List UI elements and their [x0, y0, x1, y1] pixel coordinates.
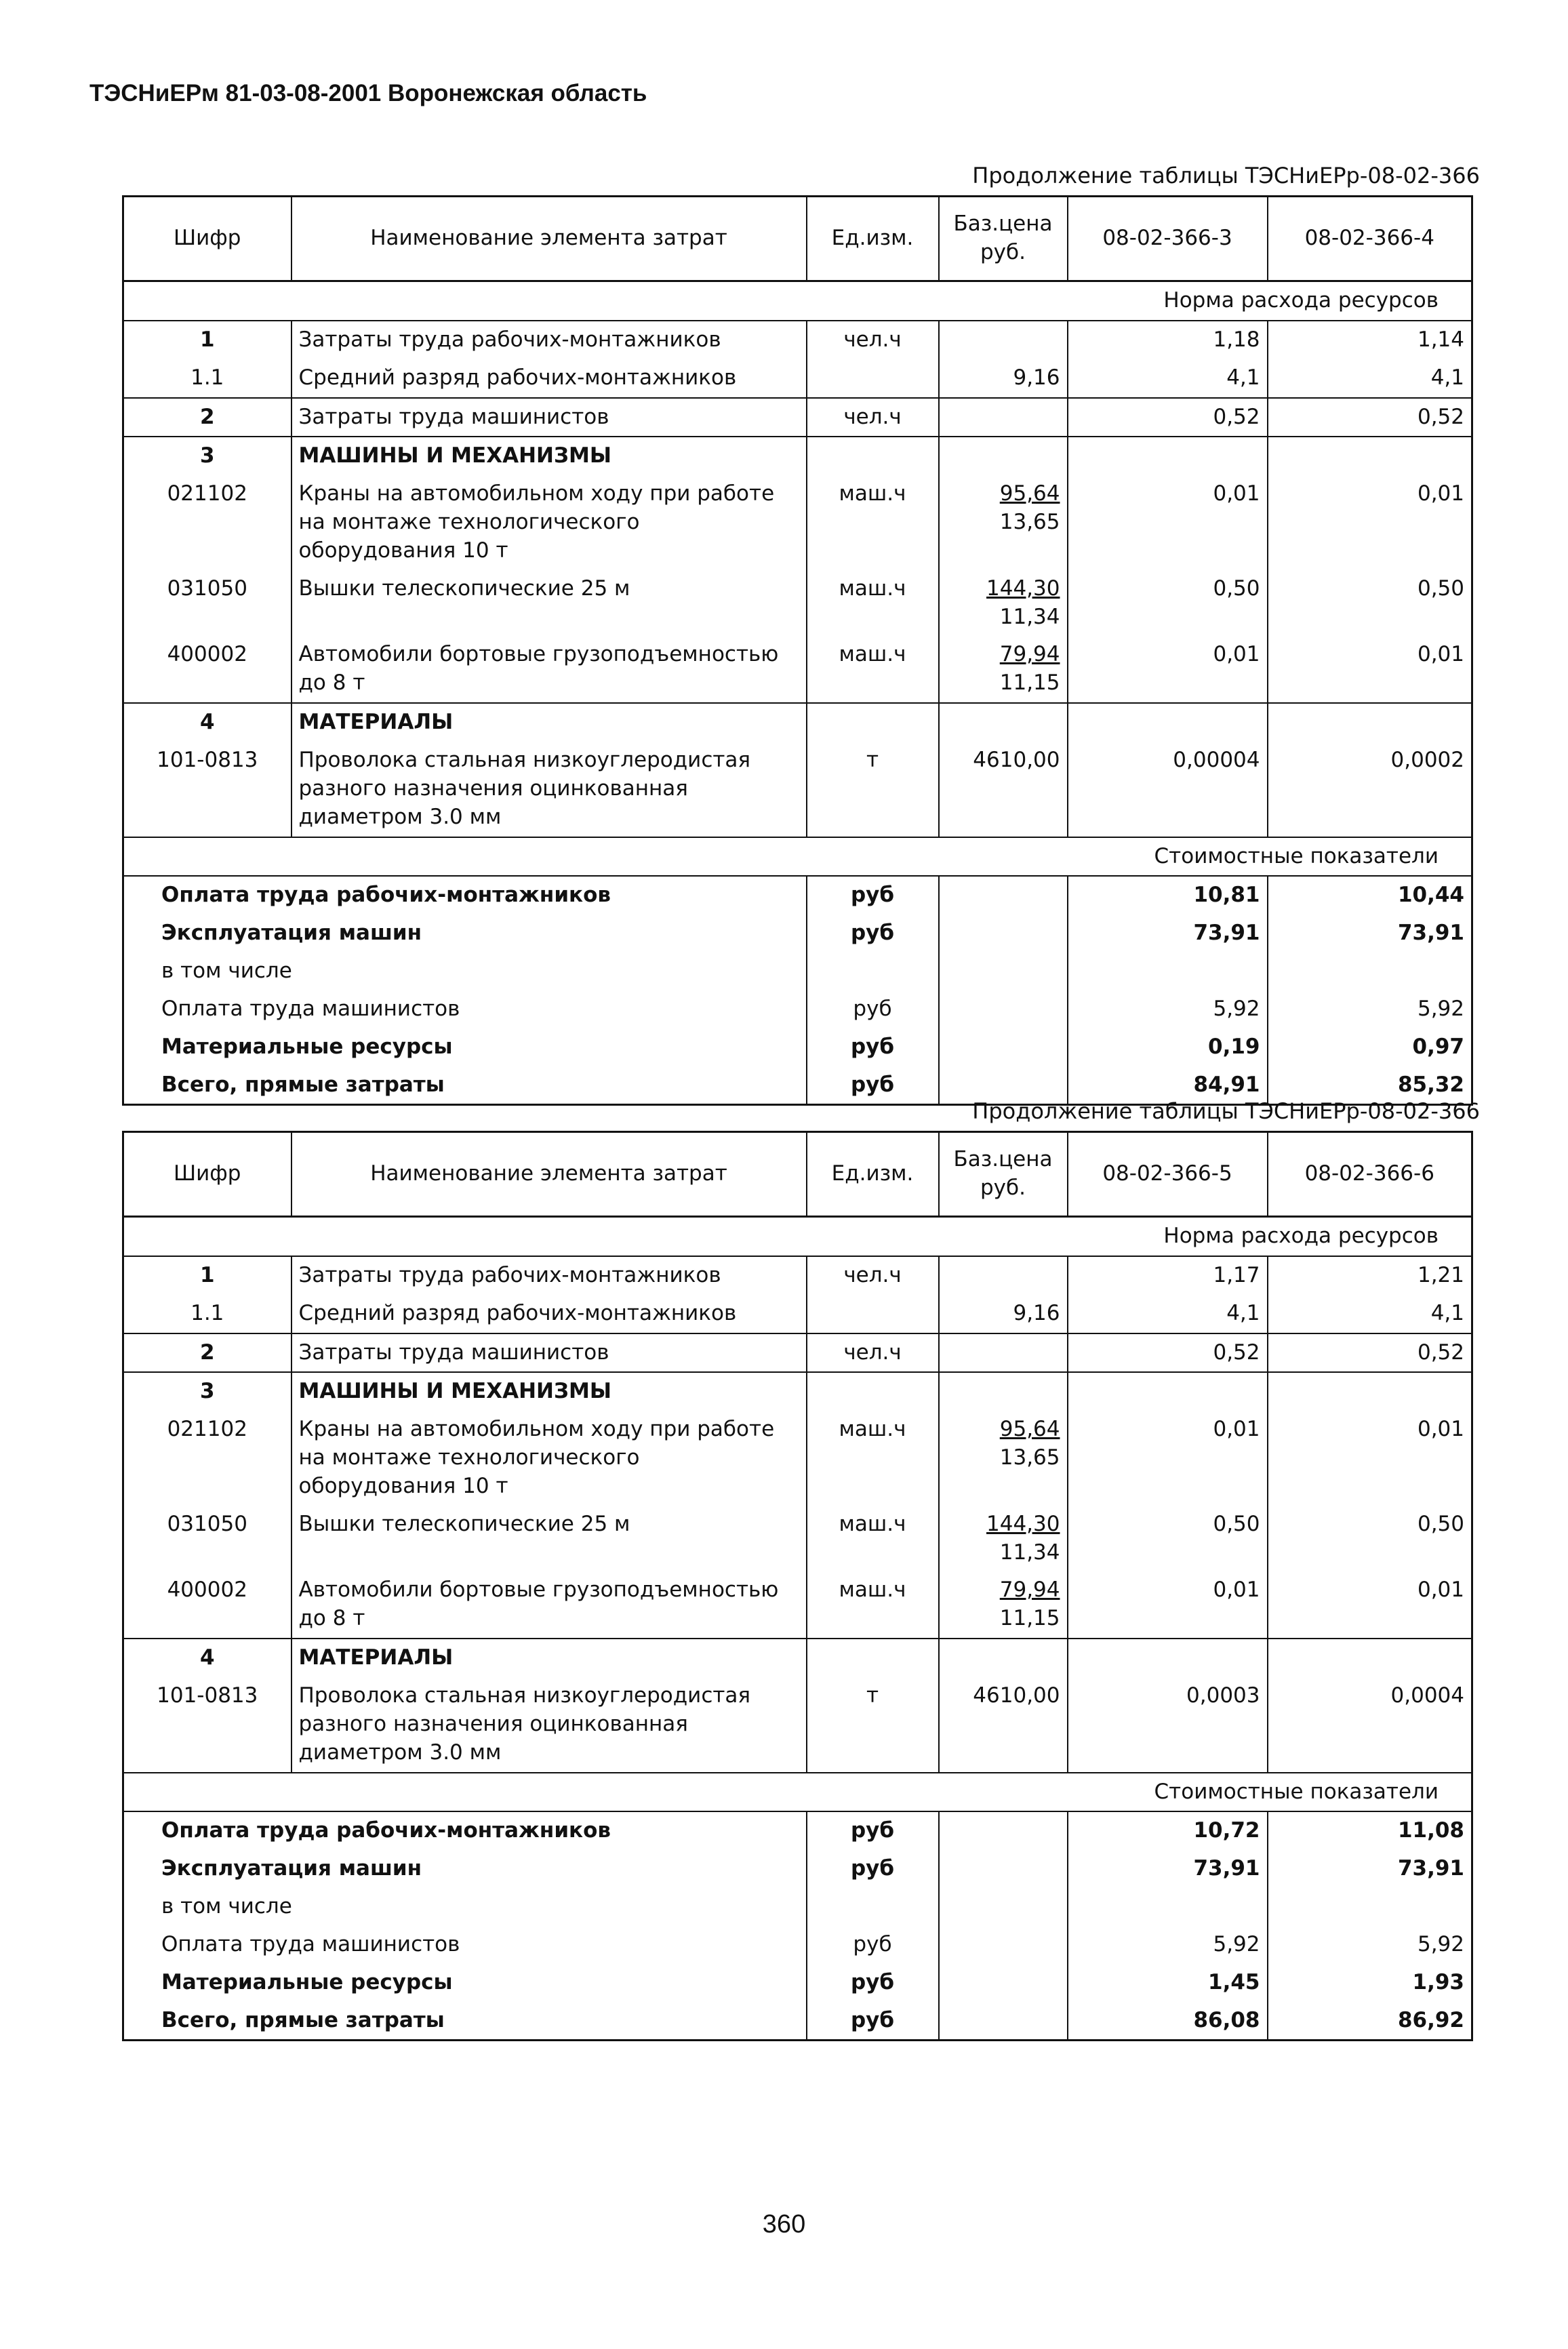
cost-row-value-2: 0,97: [1268, 1028, 1472, 1066]
row-price: [939, 1256, 1068, 1295]
row-value-2: 0,52: [1268, 1333, 1472, 1373]
header-col1: 08-02-366-3: [1068, 197, 1268, 281]
row-value-1: 0,0003: [1068, 1677, 1268, 1773]
section-title: МАШИНЫ И МЕХАНИЗМЫ: [292, 1372, 807, 1411]
row-unit: маш.ч: [807, 1506, 939, 1572]
cost-row-label: Материальные ресурсы: [123, 1964, 807, 2002]
cost-row-value-2: 73,91: [1268, 915, 1472, 952]
row-value-2: 0,01: [1268, 1411, 1472, 1506]
cost-row: [123, 1888, 1472, 1926]
row-value-1: 0,01: [1068, 636, 1268, 703]
cost-row: [123, 1811, 1472, 1850]
resource-table-2: [122, 1131, 1471, 2041]
cost-row-unit: руб: [807, 915, 939, 952]
resource-table-1: [122, 195, 1471, 1106]
row-value-1: 1,18: [1068, 321, 1268, 359]
row-name: Вышки телескопические 25 м: [292, 570, 807, 637]
cost-row-label: Оплата труда машинистов: [123, 990, 807, 1028]
cost-row-value-1: 73,91: [1068, 915, 1268, 952]
row-value-2: 0,01: [1268, 1571, 1472, 1639]
cost-row: [123, 990, 1472, 1028]
row-price: [939, 570, 1068, 637]
row-code: 101-0813: [123, 742, 292, 837]
row-price: [939, 636, 1068, 703]
row-price: [939, 475, 1068, 570]
table-row: [123, 570, 1472, 637]
row-name: Краны на автомобильном ходу при работе на монтаже технологического оборудования 10 т: [292, 1411, 807, 1506]
table-caption: Продолжение таблицы ТЭСНиЕРр-08-02-366: [972, 163, 1480, 188]
row-value-1: 0,50: [1068, 570, 1268, 637]
document-header: ТЭСНиЕРм 81-03-08-2001 Воронежская область: [89, 80, 647, 106]
table-header-row: [123, 197, 1472, 281]
table-header-row: [123, 1132, 1472, 1217]
resource-table: [122, 1131, 1473, 2041]
row-code: 1.1: [123, 359, 292, 398]
row-value-2: 4,1: [1268, 1295, 1472, 1333]
row-price: 4610,00: [939, 1677, 1068, 1773]
resource-table: [122, 195, 1473, 1106]
row-code: 101-0813: [123, 1677, 292, 1773]
header-col2: 08-02-366-6: [1268, 1132, 1472, 1217]
row-name: Краны на автомобильном ходу при работе на монтаже технологического оборудования 10 т: [292, 475, 807, 570]
header-name: Наименование элемента затрат: [292, 1132, 807, 1217]
price-machine: 144,30: [986, 576, 1060, 601]
row-unit: чел.ч: [807, 321, 939, 359]
price-machine: 79,94: [999, 642, 1060, 667]
table-row: [123, 1333, 1472, 1373]
header-code: Шифр: [123, 1132, 292, 1217]
row-price: [939, 398, 1068, 437]
row-value-1: 4,1: [1068, 359, 1268, 398]
header-col1: 08-02-366-5: [1068, 1132, 1268, 1217]
table-row: [123, 321, 1472, 359]
cost-band-row: [123, 837, 1472, 877]
row-code: 031050: [123, 570, 292, 637]
cost-row-unit: руб: [807, 1066, 939, 1105]
cost-row-value-1: 5,92: [1068, 1926, 1268, 1964]
cost-row-value-2: 1,93: [1268, 1964, 1472, 2002]
cost-row-value-2: 5,92: [1268, 1926, 1472, 1964]
section-title: МАТЕРИАЛЫ: [292, 1639, 807, 1677]
cost-row-unit: руб: [807, 1926, 939, 1964]
cost-row-value-1: 1,45: [1068, 1964, 1268, 2002]
price-machine: 144,30: [986, 1511, 1060, 1536]
row-unit: т: [807, 742, 939, 837]
price-operator: 13,65: [999, 510, 1060, 535]
cost-row-label: Оплата труда рабочих-монтажников: [123, 1811, 807, 1850]
price-operator: 13,65: [999, 1445, 1060, 1470]
row-value-2: 0,0002: [1268, 742, 1472, 837]
row-value-1: 0,52: [1068, 1333, 1268, 1373]
row-value-1: 0,50: [1068, 1506, 1268, 1572]
cost-row-value-2: 5,92: [1268, 990, 1472, 1028]
row-value-2: 0,50: [1268, 570, 1472, 637]
row-name: Проволока стальная низкоуглеродистая разного назначения оцинкованная диаметром 3.0 мм: [292, 1677, 807, 1773]
cost-row-value-1: 10,72: [1068, 1811, 1268, 1850]
cost-row-value-2: 86,92: [1268, 2002, 1472, 2041]
section-row: [123, 1372, 1472, 1411]
table-row: [123, 1256, 1472, 1295]
cost-row-label: в том числе: [123, 1888, 807, 1926]
cost-row: [123, 1964, 1472, 2002]
price-operator: 11,15: [999, 670, 1060, 696]
row-price: 9,16: [939, 359, 1068, 398]
row-value-2: 0,50: [1268, 1506, 1472, 1572]
row-code: 1: [123, 321, 292, 359]
cost-label: Стоимостные показатели: [123, 1773, 1472, 1812]
section-row: [123, 703, 1472, 742]
section-row: [123, 1639, 1472, 1677]
cost-row: [123, 952, 1472, 990]
cost-row-label: Всего, прямые затраты: [123, 1066, 807, 1105]
cost-row-label: в том числе: [123, 952, 807, 990]
row-value-1: 0,00004: [1068, 742, 1268, 837]
row-unit: маш.ч: [807, 475, 939, 570]
row-value-2: 1,21: [1268, 1256, 1472, 1295]
cost-row: [123, 1028, 1472, 1066]
header-col2: 08-02-366-4: [1268, 197, 1472, 281]
row-code: 2: [123, 398, 292, 437]
cost-row-label: Всего, прямые затраты: [123, 2002, 807, 2041]
cost-row-unit: руб: [807, 1964, 939, 2002]
norm-band-row: [123, 1217, 1472, 1256]
table-row: [123, 1571, 1472, 1639]
page-number: 360: [762, 2210, 806, 2238]
cost-row-unit: руб: [807, 990, 939, 1028]
row-name: Автомобили бортовые грузоподъемностью до 8 т: [292, 636, 807, 703]
row-name: Затраты труда машинистов: [292, 1333, 807, 1373]
row-unit: чел.ч: [807, 398, 939, 437]
row-code: 400002: [123, 1571, 292, 1639]
table-row: [123, 742, 1472, 837]
row-name: Затраты труда рабочих-монтажников: [292, 1256, 807, 1295]
section-row: [123, 437, 1472, 475]
row-value-2: 0,52: [1268, 398, 1472, 437]
section-title: МАТЕРИАЛЫ: [292, 703, 807, 742]
row-code: 1: [123, 1256, 292, 1295]
row-value-2: 1,14: [1268, 321, 1472, 359]
row-unit: чел.ч: [807, 1256, 939, 1295]
table-row: [123, 1677, 1472, 1773]
cost-row-label: Оплата труда машинистов: [123, 1926, 807, 1964]
row-name: Автомобили бортовые грузоподъемностью до 8 т: [292, 1571, 807, 1639]
cost-row-value-1: 0,19: [1068, 1028, 1268, 1066]
cost-row-unit: руб: [807, 1028, 939, 1066]
norm-band-row: [123, 281, 1472, 321]
row-unit: т: [807, 1677, 939, 1773]
header-name: Наименование элемента затрат: [292, 197, 807, 281]
header-unit: Ед.изм.: [807, 197, 939, 281]
row-name: Проволока стальная низкоуглеродистая разного назначения оцинкованная диаметром 3.0 мм: [292, 742, 807, 837]
cost-row: [123, 1926, 1472, 1964]
table-row: [123, 1295, 1472, 1333]
row-unit: [807, 359, 939, 398]
row-code: 400002: [123, 636, 292, 703]
cost-row: [123, 876, 1472, 915]
cost-band-row: [123, 1773, 1472, 1812]
table-row: [123, 636, 1472, 703]
cost-row-value-1: 84,91: [1068, 1066, 1268, 1105]
cost-row-unit: руб: [807, 2002, 939, 2041]
table-caption: Продолжение таблицы ТЭСНиЕРр-08-02-366: [972, 1098, 1480, 1124]
section-code: 3: [123, 1372, 292, 1411]
row-price: [939, 1333, 1068, 1373]
table-row: [123, 1506, 1472, 1572]
cost-row-label: Эксплуатация машин: [123, 915, 807, 952]
row-code: 2: [123, 1333, 292, 1373]
row-value-1: 0,52: [1068, 398, 1268, 437]
row-name: Затраты труда машинистов: [292, 398, 807, 437]
row-unit: маш.ч: [807, 636, 939, 703]
cost-row-unit: руб: [807, 1811, 939, 1850]
row-code: 031050: [123, 1506, 292, 1572]
cost-row-label: Эксплуатация машин: [123, 1850, 807, 1888]
cost-row-value-1: 73,91: [1068, 1850, 1268, 1888]
cost-row-value-1: 10,81: [1068, 876, 1268, 915]
cost-row: [123, 915, 1472, 952]
cost-row: [123, 1850, 1472, 1888]
norm-label: Норма расхода ресурсов: [123, 281, 1472, 321]
table-row: [123, 1411, 1472, 1506]
row-value-2: 4,1: [1268, 359, 1472, 398]
row-price: 4610,00: [939, 742, 1068, 837]
row-value-2: 0,01: [1268, 475, 1472, 570]
cost-row-unit: руб: [807, 876, 939, 915]
row-value-1: 4,1: [1068, 1295, 1268, 1333]
row-name: Средний разряд рабочих-монтажников: [292, 359, 807, 398]
header-price: Баз.цена руб.: [939, 197, 1068, 281]
row-name: Затраты труда рабочих-монтажников: [292, 321, 807, 359]
row-value-1: 1,17: [1068, 1256, 1268, 1295]
price-operator: 11,15: [999, 1606, 1060, 1631]
price-machine: 79,94: [999, 1578, 1060, 1603]
cost-row-value-2: 10,44: [1268, 876, 1472, 915]
row-unit: маш.ч: [807, 1571, 939, 1639]
row-value-1: 0,01: [1068, 1411, 1268, 1506]
row-code: 021102: [123, 475, 292, 570]
row-price: [939, 321, 1068, 359]
cost-row-unit: руб: [807, 1850, 939, 1888]
section-code: 4: [123, 703, 292, 742]
row-code: 1.1: [123, 1295, 292, 1333]
cost-label: Стоимостные показатели: [123, 837, 1472, 877]
table-row: [123, 398, 1472, 437]
table-row: [123, 359, 1472, 398]
row-code: 021102: [123, 1411, 292, 1506]
header-price: Баз.цена руб.: [939, 1132, 1068, 1217]
cost-row-value-1: 86,08: [1068, 2002, 1268, 2041]
cost-row-label: Материальные ресурсы: [123, 1028, 807, 1066]
cost-row-value-2: 85,32: [1268, 1066, 1472, 1105]
row-unit: [807, 1295, 939, 1333]
row-price: 9,16: [939, 1295, 1068, 1333]
row-price: [939, 1411, 1068, 1506]
row-unit: маш.ч: [807, 570, 939, 637]
price-machine: 95,64: [999, 1417, 1060, 1442]
price-operator: 11,34: [999, 604, 1060, 629]
row-unit: чел.ч: [807, 1333, 939, 1373]
section-code: 3: [123, 437, 292, 475]
row-name: Средний разряд рабочих-монтажников: [292, 1295, 807, 1333]
row-unit: маш.ч: [807, 1411, 939, 1506]
row-value-1: 0,01: [1068, 475, 1268, 570]
row-name: Вышки телескопические 25 м: [292, 1506, 807, 1572]
table-row: [123, 475, 1472, 570]
price-operator: 11,34: [999, 1540, 1060, 1565]
cost-row-value-1: 5,92: [1068, 990, 1268, 1028]
norm-label: Норма расхода ресурсов: [123, 1217, 1472, 1256]
cost-row-value-2: 11,08: [1268, 1811, 1472, 1850]
header-code: Шифр: [123, 197, 292, 281]
row-price: [939, 1571, 1068, 1639]
cost-row: [123, 2002, 1472, 2041]
header-unit: Ед.изм.: [807, 1132, 939, 1217]
row-price: [939, 1506, 1068, 1572]
cost-row-value-2: 73,91: [1268, 1850, 1472, 1888]
row-value-2: 0,01: [1268, 636, 1472, 703]
row-value-1: 0,01: [1068, 1571, 1268, 1639]
section-title: МАШИНЫ И МЕХАНИЗМЫ: [292, 437, 807, 475]
cost-row-label: Оплата труда рабочих-монтажников: [123, 876, 807, 915]
section-code: 4: [123, 1639, 292, 1677]
price-machine: 95,64: [999, 481, 1060, 506]
row-value-2: 0,0004: [1268, 1677, 1472, 1773]
